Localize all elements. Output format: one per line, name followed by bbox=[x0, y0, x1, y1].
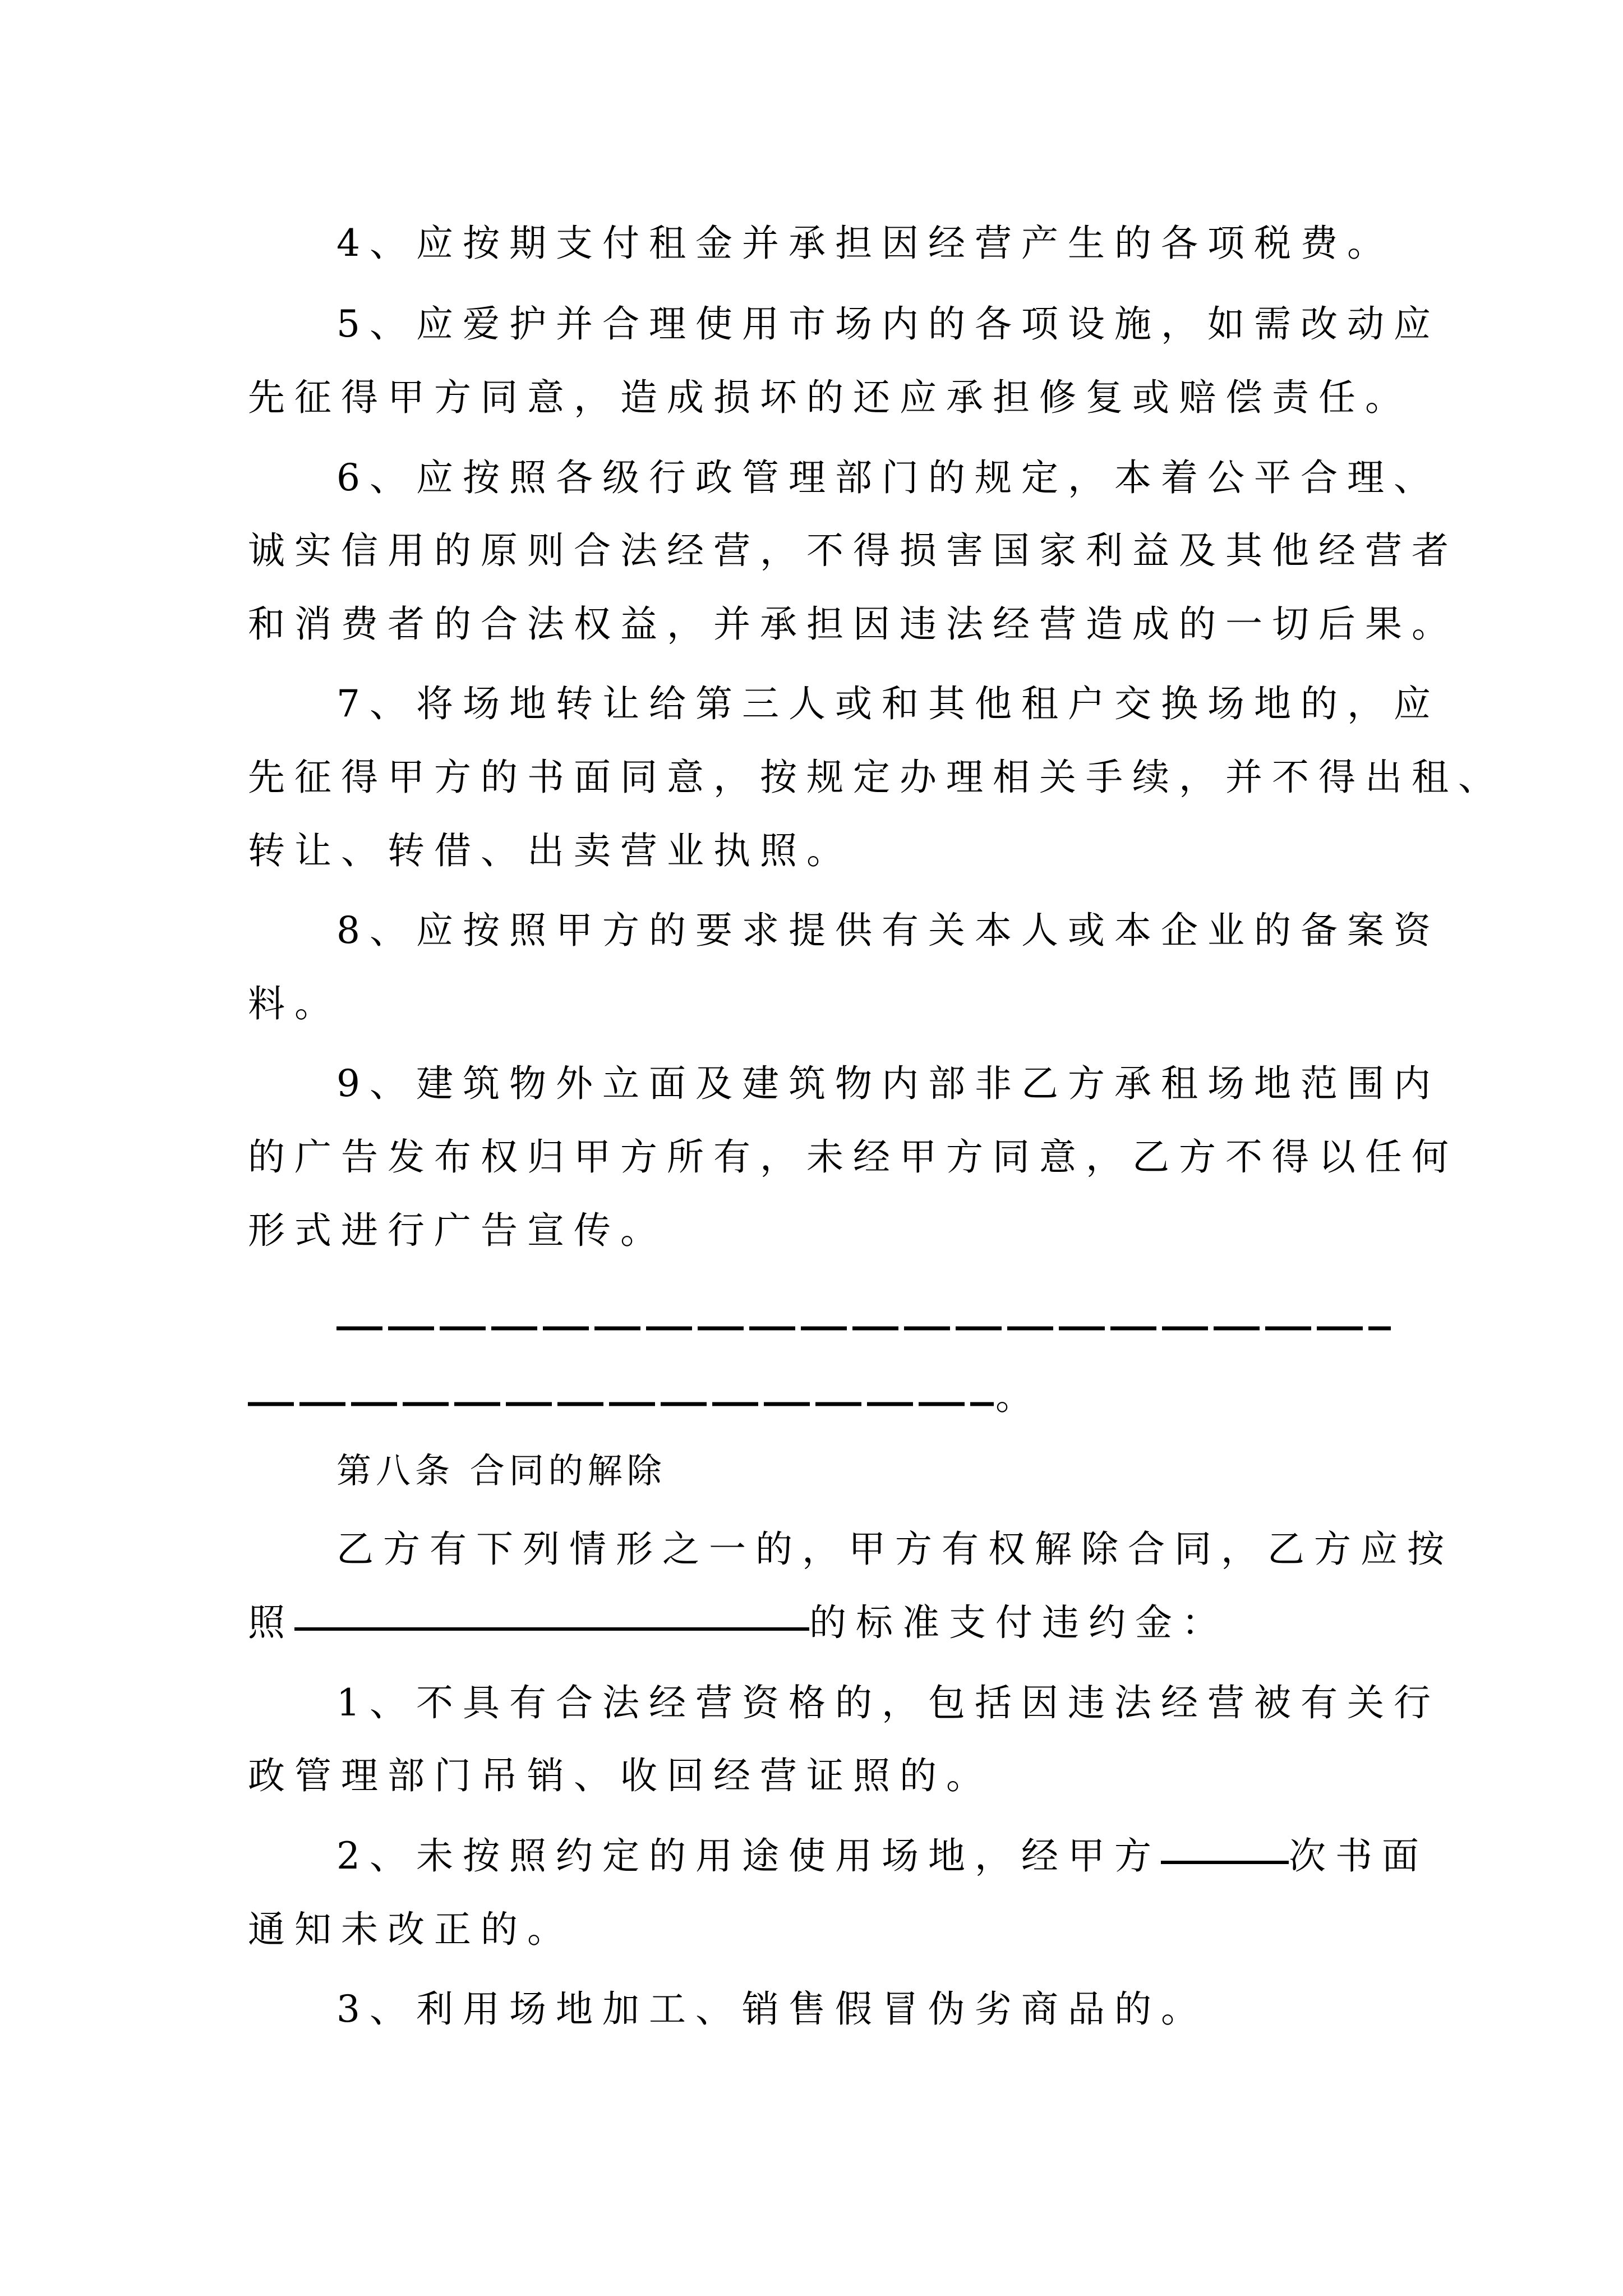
item-6-line-1: 6、应按照各级行政管理部门的规定，本着公平合理、 bbox=[336, 456, 1440, 499]
item-7-line-1: 7、将场地转让给第三人或和其他租户交换场地的，应 bbox=[336, 682, 1440, 725]
article-8-item-3: 3、利用场地加工、销售假冒伪劣商品的。 bbox=[336, 1987, 1207, 2031]
item-6-line-3: 和消费者的合法权益，并承担因违法经营造成的一切后果。 bbox=[248, 602, 1458, 646]
notice-count-blank bbox=[1161, 1861, 1289, 1864]
article-8-intro-line-1: 乙方有下列情形之一的，甲方有权解除合同，乙方应按 bbox=[336, 1527, 1454, 1571]
article-8-item-1-line-2: 政管理部门吊销、收回经营证照的。 bbox=[248, 1754, 993, 1797]
item-9-line-2: 的广告发布权归甲方所有，未经甲方同意，乙方不得以任何 bbox=[248, 1135, 1458, 1179]
item-9-line-1: 9、建筑物外立面及建筑物内部非乙方承租场地范围内 bbox=[336, 1062, 1440, 1105]
item-7-line-3: 转让、转借、出卖营业执照。 bbox=[248, 829, 853, 872]
article-8-item-2-line-2: 通知未改正的。 bbox=[248, 1908, 574, 1951]
article-8-intro-suffix: 的标准支付违约金： bbox=[809, 1601, 1228, 1644]
article-8-intro-line-2 bbox=[248, 1598, 1228, 1648]
article-8-item-1-line-1: 1、不具有合法经营资格的，包括因违法经营被有关行 bbox=[336, 1681, 1440, 1724]
article-8-intro-prefix: 照 bbox=[248, 1601, 294, 1644]
item-5-line-2: 先征得甲方同意，造成损坏的还应承担修复或赔偿责任。 bbox=[248, 376, 1412, 419]
article-8-title: 第八条 合同的解除 bbox=[336, 1450, 666, 1491]
article-8-item-2-suffix: 次书面 bbox=[1289, 1834, 1428, 1878]
fill-in-blank-line-1 bbox=[336, 1323, 1391, 1334]
penalty-standard-blank bbox=[294, 1627, 809, 1631]
item-8-line-2: 料。 bbox=[248, 982, 341, 1025]
article-8-item-2-line-1 bbox=[336, 1831, 1428, 1881]
blank-end-period: 。 bbox=[995, 1375, 1042, 1418]
item-4: 4、应按期支付租金并承担因经营产生的各项税费。 bbox=[336, 222, 1394, 265]
article-8-item-2-prefix: 2、未按照约定的用途使用场地，经甲方 bbox=[336, 1834, 1161, 1878]
item-9-line-3: 形式进行广告宣传。 bbox=[248, 1209, 667, 1252]
item-5-line-1: 5、应爱护并合理使用市场内的各项设施，如需改动应 bbox=[336, 302, 1440, 346]
fill-in-blank-line-2 bbox=[248, 1398, 994, 1410]
item-8-line-1: 8、应按照甲方的要求提供有关本人或本企业的备案资 bbox=[336, 909, 1440, 952]
item-7-line-2: 先征得甲方的书面同意，按规定办理相关手续，并不得出租、 bbox=[248, 756, 1505, 799]
item-6-line-2: 诚实信用的原则合法经营，不得损害国家利益及其他经营者 bbox=[248, 529, 1458, 572]
